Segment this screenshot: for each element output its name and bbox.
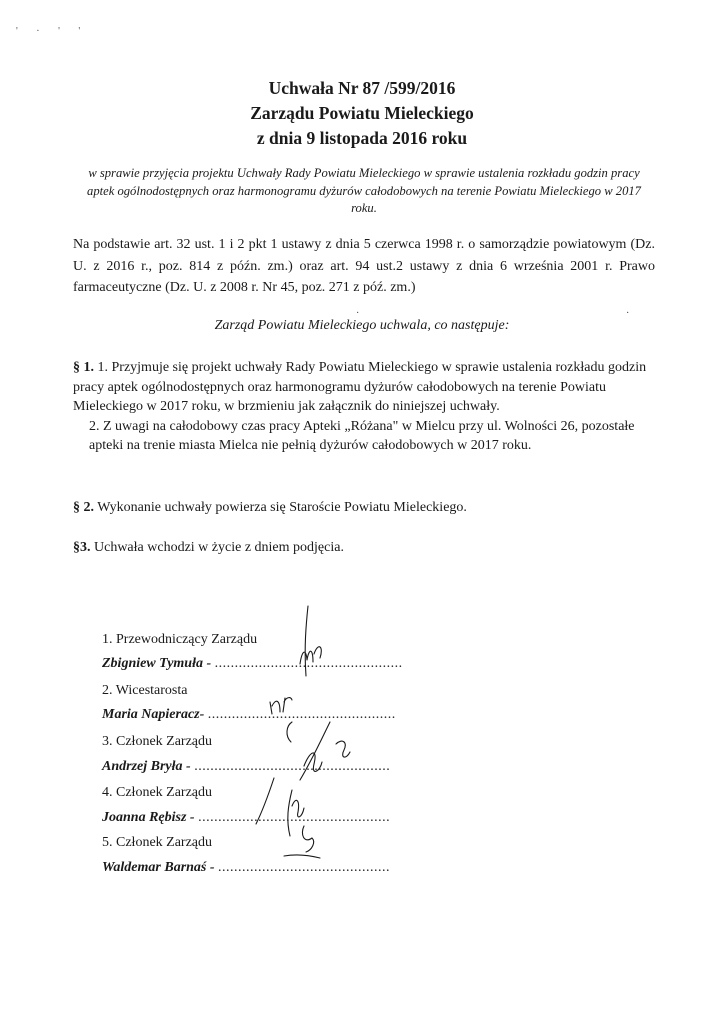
paragraph-3-text: Uchwała wchodzi w życie z dniem podjęcia. (94, 540, 344, 555)
signature-scribble-1 (300, 606, 321, 676)
paragraph-1-mark: § 1. (73, 360, 94, 375)
signature-role-4: 4. Członek Zarządu (102, 785, 213, 800)
signature-line: ................................................ (198, 810, 391, 825)
resolution-intro: Zarząd Powiatu Mieleckiego uchwala, co następuje: (214, 318, 510, 333)
title-line-3: z dnia 9 listopada 2016 roku (256, 128, 468, 148)
signatory-name: Joanna Rębisz - (102, 810, 195, 825)
title-line-2: Zarządu Powiatu Mieleckiego (250, 103, 474, 123)
paragraph-1-point-2: 2. Z uwagi na całodobowy czas pracy Apteki „Różana" w Mielcu przy ul. Wolności 26, pozostałe apteki na trenie miasta Mielca nie pełnią dyżurów całodobowych w 2017 roku. (89, 418, 635, 453)
paragraph-2-mark: § 2. (73, 500, 94, 515)
scan-dot: · (626, 308, 630, 319)
signature-line: ........................................... (218, 860, 391, 875)
signature-scribble-2 (270, 698, 292, 742)
signature-scribble-4 (256, 778, 314, 852)
signatory-name: Waldemar Barnaś - (102, 860, 215, 875)
resolution-subject: w sprawie przyjęcia projektu Uchwały Rady Powiatu Mieleckiego w sprawie ustalenia rozkładu godzin pracy aptek ogólnodostępnych oraz harmonogramu dyżurów całodobowych na terenie Powiatu Mieleckiego w 2017 roku. (87, 166, 641, 215)
signatory-name: Maria Napieracz- (102, 707, 205, 722)
paragraph-3-mark: §3. (73, 540, 91, 555)
signatory-name: Zbigniew Tymuła - (102, 656, 212, 671)
signature-role-1: 1. Przewodniczący Zarządu (102, 632, 258, 647)
signature-scribble-5 (284, 855, 320, 858)
signature-scribble-3 (300, 722, 350, 780)
signature-line: ............................................... (207, 707, 396, 722)
signature-role-3: 3. Członek Zarządu (102, 734, 213, 749)
signature-role-5: 5. Członek Zarządu (102, 835, 213, 850)
scan-dot: · (356, 308, 360, 319)
title-line-1: Uchwała Nr 87 /599/2016 (268, 78, 456, 98)
paragraph-1-point-1: 1. Przyjmuje się projekt uchwały Rady Powiatu Mieleckiego w sprawie ustalenia rozkładu godzin pracy aptek ogólnodostępnych oraz harmonogramu dyżurów całodobowych na terenie Powiatu Mieleckiego w 2017 roku, w brzmieniu jak załącznik do niniejszej uchwały. (73, 360, 647, 414)
signature-role-2: 2. Wicestarosta (102, 683, 188, 698)
paragraph-2-text: Wykonanie uchwały powierza się Staroście Powiatu Mieleckiego. (97, 500, 467, 515)
signature-line: ................................................. (194, 759, 391, 774)
scan-specks: ' · ' ' (16, 26, 89, 37)
legal-basis: Na podstawie art. 32 ust. 1 i 2 pkt 1 ustawy z dnia 5 czerwca 1998 r. o samorządzie powiatowym (Dz. U. z 2016 r., poz. 814 z późn. zm.) oraz art. 94 ust.2 ustawy z dnia 6 września 2001 r. Prawo farmaceutyczne (Dz. U. z 2008 r. Nr 45, poz. 271 z póź. zm.) (73, 237, 655, 295)
signatory-name: Andrzej Bryła - (102, 759, 191, 774)
signature-line: ............................................... (214, 656, 403, 671)
